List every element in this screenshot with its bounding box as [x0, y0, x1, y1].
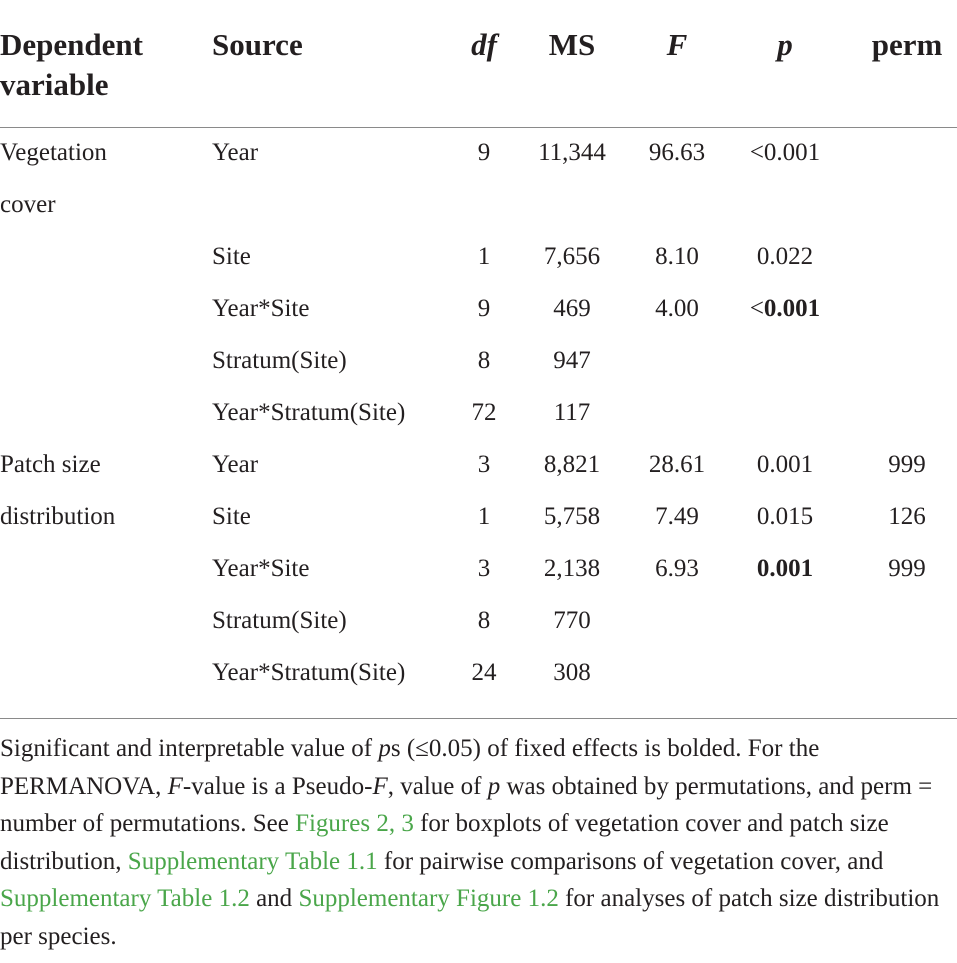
table-cell-ms: 11,344	[538, 139, 606, 166]
footnote-italic-p: p	[487, 772, 501, 800]
table-cell-f: 7.49	[655, 503, 699, 530]
supplementary-table-1-2-link[interactable]: Supplementary Table 1.2	[0, 885, 250, 913]
header-perm: perm	[871, 27, 943, 62]
bottom-rule	[0, 718, 957, 719]
table-cell-source: Site	[212, 243, 251, 270]
table-cell-ms: 117	[553, 399, 591, 426]
table-cell-ms: 7,656	[543, 243, 601, 270]
footnote-text: s (≤0.05) of fixed effects is bolded. For the PERMANOVA,	[0, 735, 820, 800]
supplementary-table-1-1-link[interactable]: Supplementary Table 1.1	[127, 847, 378, 875]
group-patch-size-label-line1: Patch size	[0, 451, 101, 478]
table-cell-df: 9	[477, 295, 491, 322]
table-cell-source: Year*Site	[212, 555, 310, 582]
header-f: F	[666, 27, 688, 62]
table-cell-p-bold	[735, 294, 835, 324]
table-cell-df: 3	[477, 555, 491, 582]
table-cell-ms: 8,821	[543, 451, 601, 478]
header-df: df	[471, 27, 497, 62]
header-source: Source	[212, 27, 303, 62]
table-cell-source: Stratum(Site)	[212, 347, 347, 374]
header-p: p	[777, 27, 793, 62]
table-cell-df: 8	[477, 347, 491, 374]
footnote-text: was obtained by permutations, and perm = number of permutations. See	[0, 772, 933, 838]
footnote-text: and	[249, 885, 299, 913]
p-value-bold: 0.001	[763, 295, 821, 322]
group-vegetation-cover-label-line2: cover	[0, 191, 56, 218]
table-footnote	[0, 730, 952, 956]
table-cell-source: Site	[212, 503, 251, 530]
group-vegetation-cover-label-line1: Vegetation	[0, 139, 107, 166]
supplementary-figure-1-2-link[interactable]: Supplementary Figure 1.2	[298, 885, 559, 913]
table-cell-perm: 999	[888, 451, 926, 478]
table-cell-f: 28.61	[648, 451, 706, 478]
footnote-italic-f: F	[167, 772, 183, 800]
p-prefix: <	[749, 295, 764, 322]
table-cell-source: Year*Stratum(Site)	[212, 399, 406, 426]
table-cell-p-bold: 0.001	[756, 555, 814, 582]
footnote-text: for analyses of patch size distribution per species.	[0, 885, 940, 950]
table-cell-f: 8.10	[655, 243, 699, 270]
table-cell-ms: 469	[553, 295, 591, 322]
table-cell-perm: 999	[888, 555, 926, 582]
header-rule	[0, 127, 957, 128]
table-cell-ms: 5,758	[543, 503, 601, 530]
table-cell-df: 24	[471, 659, 497, 686]
footnote-text: Significant and interpretable value of	[0, 735, 379, 762]
header-dependent-line2: variable	[0, 67, 109, 102]
table-cell-df: 3	[477, 451, 491, 478]
table-cell-source: Year	[212, 451, 259, 478]
footnote-text: , value of	[387, 772, 488, 800]
table-cell-df: 72	[471, 399, 497, 426]
table-cell-source: Year	[212, 139, 259, 166]
table-cell-ms: 770	[553, 607, 591, 634]
table-cell-source: Stratum(Site)	[212, 607, 347, 634]
table-cell-ms: 2,138	[543, 555, 601, 582]
footnote-text: for pairwise comparisons of vegetation cover, and	[377, 847, 884, 875]
group-patch-size-label-line2: distribution	[0, 503, 116, 530]
table-cell-perm: 126	[888, 503, 926, 530]
footnote-text: -value is a Pseudo-	[182, 772, 373, 800]
table-cell-p	[735, 138, 835, 168]
figures-2-3-link[interactable]: Figures 2, 3	[295, 810, 414, 838]
table-cell-p: 0.022	[756, 243, 814, 270]
footnote-italic-p: p	[378, 735, 391, 762]
table-cell-f: 4.00	[655, 295, 699, 322]
p-prefix: <	[749, 139, 764, 166]
footnote-italic-f: F	[372, 772, 388, 800]
table-cell-df: 1	[477, 243, 491, 270]
table-cell-source: Year*Stratum(Site)	[212, 659, 406, 686]
table-cell-f: 6.93	[655, 555, 699, 582]
p-value: 0.001	[763, 139, 821, 166]
table-cell-df: 8	[477, 607, 491, 634]
table-cell-p: 0.015	[756, 503, 814, 530]
header-dependent-line1: Dependent	[0, 27, 143, 62]
table-cell-ms: 308	[553, 659, 591, 686]
footnote-text: for boxplots of vegetation cover and patch size distribution,	[0, 810, 889, 875]
table-cell-p: 0.001	[756, 451, 814, 478]
table-cell-ms: 947	[553, 347, 591, 374]
header-dependent-variable	[0, 25, 143, 105]
header-ms: MS	[548, 27, 596, 62]
table-cell-df: 1	[477, 503, 491, 530]
table-cell-f: 96.63	[648, 139, 706, 166]
table-cell-source: Year*Site	[212, 295, 310, 322]
table-cell-df: 9	[477, 139, 491, 166]
